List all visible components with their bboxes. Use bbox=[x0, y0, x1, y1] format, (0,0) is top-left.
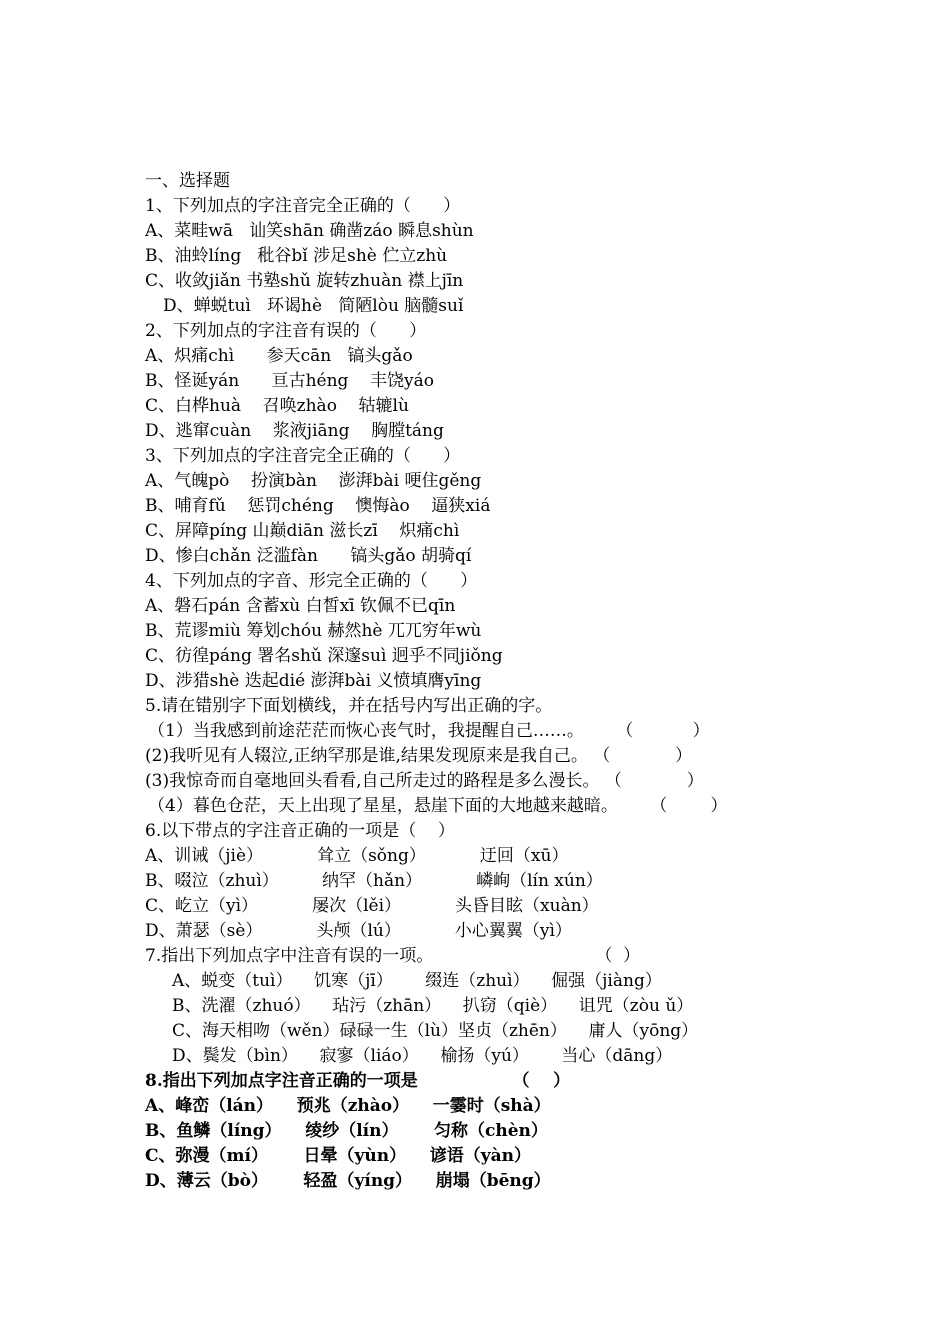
text-line: B、荒谬miù 筹划chóu 赫然hè 兀兀穷年wù bbox=[145, 621, 482, 641]
text-line: B、油蛉líng 秕谷bǐ 涉足shè 伫立zhù bbox=[145, 246, 448, 266]
text-line: 7.指出下列加点字中注音有误的一项。 （ ） bbox=[145, 946, 641, 966]
text-line: 8.指出下列加点字注音正确的一项是 （ ） bbox=[145, 1071, 571, 1091]
text-line: D、萧瑟（sè） 头颅（lú） 小心翼翼（yì） bbox=[145, 921, 572, 941]
text-line: 3、下列加点的字注音完全正确的（ ） bbox=[145, 446, 461, 466]
text-line: 5.请在错别字下面划横线，并在括号内写出正确的字。 bbox=[145, 696, 553, 716]
text-line: A、菜畦wā 讪笑shān 确凿záo 瞬息shùn bbox=[145, 221, 474, 241]
text-line: C、弥漫（mí） 日晕（yùn） 谚语（yàn） bbox=[145, 1146, 532, 1166]
text-line: A、训诫（jiè） 耸立（sǒng） 迂回（xū） bbox=[145, 846, 569, 866]
text-line: D、涉猎shè 迭起dié 澎湃bài 义愤填膺yīng bbox=[145, 671, 482, 691]
text-line: A、气魄pò 扮演bàn 澎湃bài 哽住gěng bbox=[145, 471, 482, 491]
text-line: 1、下列加点的字注音完全正确的（ ） bbox=[145, 196, 461, 216]
text-line: D、鬓发（bìn） 寂寥（liáo） 榆扬（yú） 当心（dāng） bbox=[172, 1046, 673, 1066]
text-line: C、屹立（yì） 屡次（lěi） 头昏目眩（xuàn） bbox=[145, 896, 599, 916]
text-line: C、白桦huà 召唤zhào 轱辘lù bbox=[145, 396, 409, 416]
text-line: （1）当我感到前途茫茫而恢心丧气时，我提醒自己……。 （ ） bbox=[148, 721, 710, 741]
text-line: C、彷徨páng 署名shǔ 深邃suì 迥乎不同jiǒng bbox=[145, 646, 503, 666]
text-line: 一、选择题 bbox=[145, 171, 230, 191]
text-line: C、海天相吻（wěn）碌碌一生（lù）坚贞（zhēn） 庸人（yōng） bbox=[172, 1021, 699, 1041]
text-line: （4）暮色仓茫，天上出现了星星，悬崖下面的大地越来越暗。 （ ） bbox=[148, 796, 728, 816]
text-line: B、啜泣（zhuì） 纳罕（hǎn） 嶙峋（lín xún） bbox=[145, 871, 603, 891]
text-line: B、洗濯（zhuó） 玷污（zhān） 扒窃（qiè） 诅咒（zòu ǔ） bbox=[172, 996, 694, 1016]
text-line: A、蜕变（tuì） 饥寒（jī） 缀连（zhuì） 倔强（jiàng） bbox=[172, 971, 662, 991]
text-line: 2、下列加点的字注音有误的（ ） bbox=[145, 321, 427, 341]
text-line: A、磐石pán 含蓄xù 白皙xī 钦佩不已qīn bbox=[145, 596, 456, 616]
text-line: C、收敛jiǎn 书塾shǔ 旋转zhuàn 襟上jīn bbox=[145, 271, 464, 291]
text-line: A、炽痛chì 参天cān 镐头gǎo bbox=[145, 346, 413, 366]
text-line: D、惨白chǎn 泛滥fàn 镐头gǎo 胡骑qí bbox=[145, 546, 472, 566]
text-line: 6.以下带点的字注音正确的一项是（ ） bbox=[145, 821, 455, 841]
text-line: (3)我惊奇而自毫地回头看看,自己所走过的路程是多么漫长。 （ ） bbox=[145, 771, 704, 791]
text-line: D、逃窜cuàn 浆液jiāng 胸膛táng bbox=[145, 421, 444, 441]
text-line: D、薄云（bò） 轻盈（yíng） 崩塌（bēng） bbox=[145, 1171, 551, 1191]
text-line: A、峰峦（lán） 预兆（zhào） 一霎时（shà） bbox=[145, 1096, 551, 1116]
text-line: B、怪诞yán 亘古héng 丰饶yáo bbox=[145, 371, 435, 391]
text-line: B、鱼鳞（líng） 绫纱（lín） 匀称（chèn） bbox=[145, 1121, 548, 1141]
text-line: C、屏障píng 山巅diān 滋长zī 炽痛chì bbox=[145, 521, 460, 541]
text-line: B、哺育fǔ 惩罚chéng 懊悔ào 逼狭xiá bbox=[145, 496, 491, 516]
text-line: (2)我听见有人辍泣,正纳罕那是谁,结果发现原来是我自己。 （ ） bbox=[145, 746, 693, 766]
text-line: 4、下列加点的字音、形完全正确的（ ） bbox=[145, 571, 478, 591]
text-line: D、蝉蜕tuì 环谒hè 简陋lòu 脑髓suǐ bbox=[163, 296, 464, 316]
